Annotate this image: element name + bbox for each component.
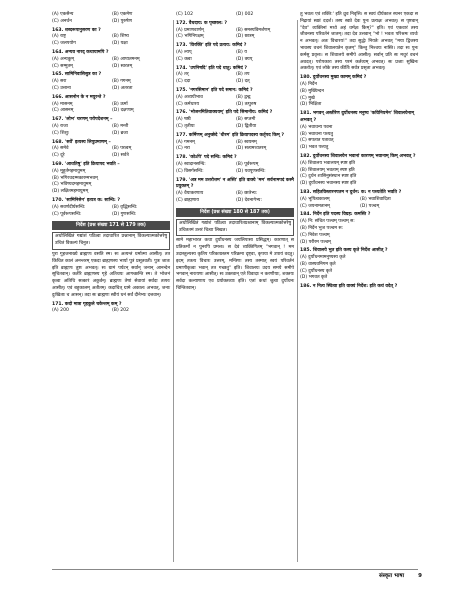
column-divider	[297, 20, 298, 562]
question-text: 170. 'सामिनिसेन' इत्यत्र क: सान्धि: ?	[52, 197, 121, 203]
passage-text: पुरा गुहजनाख्ये ब्राह्मणः वसति स्म। सः अत्यन्तं धर्मात्मा आसीत्। तत्र किंचित कालं अनन्तरम् एकदा ब्राह्मणस्य भार्या पुत्रं प्रसूतवती। पुत्रः जातः इति ब्राह्मणः तुष्टः अभवत्। सः ग्रामं पर्यटन् सर्वान् जनान् आनन्देन सूचितवान्। कर्तरि ब्राह्मणस्य गृहे अतिथयः आगच्छन्ति स्म। ते भोजनं कृत्वा अतिथि सत्कारं अकुर्वन्। ब्राह्मणः तेषां सेवायां सर्वदा तत्परः आसीत्। एवं बहुकालम् अतीतम्। कदाचित् ग्रामे अकालः अभवत्, जनाः दुःखिताः च आसन्। तदा सः ब्राह्मणः स्वीयं धनं सर्वं दीनेभ्यः दत्तवान्।	[52, 252, 170, 298]
option-list	[52, 124, 170, 138]
answer-option: (C) आसनम्	[52, 108, 74, 114]
question-text: 166. आसनोन के न मयुरन्ते ?	[52, 94, 106, 100]
answer-option: (D) छात्रम्	[236, 34, 255, 40]
option-list	[52, 12, 170, 26]
answer-option: (A) प्रमाणवार्णम्	[176, 27, 204, 33]
answer-option: (B) निर्देन भुज पञ्चम स:	[300, 225, 344, 231]
column-right	[300, 12, 418, 291]
answer-option: (A) निर्देन	[300, 81, 317, 87]
page-footer	[52, 569, 422, 582]
passage-text: सामे महाभारत कथा दुर्योधनस्य जयलिपासा प्रसिद्धम्। कारणात् स प्रतिकर्मो न पुनरपि प्रमत्तः। स देवं व्यक्तिगितम् "भगवान् ! मम उदास्तुल्यस्य कृतिप परिकाग्रस्तम परिक्रमा दृष्ट्वा, कृपया मे उपायं वदतु। इदम् तत्रत्य विचारः उत्तरम्, मन्त्रिणः तस्य तस्मात् स्वयं परिवर्तनं प्रमाणीकृत्वा भवान् तत्र गच्छतु" इति। शिवालयः उदय समये समीपे भगवान् नारायणः आसीत्। सः उक्तवान् एते विवादाः न करणीयाः, शक्तयः सर्वदा कल्याणाय एव प्रयोक्तव्याः इति। एतां कथां श्रुत्वा दुर्योधनः चिन्तितवान्।	[176, 238, 294, 291]
answer-option: (A) मुहूर्तमहमायुमम्	[52, 168, 86, 174]
question-text: 175. 'नगरसिमान' इति पदे समान: कमिदं ?	[176, 87, 253, 93]
answer-option: (B) भगिरथदम्मकारम्मभवम्	[52, 175, 98, 181]
answer-option: (B) द्वन्द्व	[236, 94, 251, 100]
answer-option: (D) द्वितीया	[236, 123, 257, 129]
question-block	[300, 111, 418, 152]
answer-option: (D) 002	[236, 12, 254, 17]
answer-option: (C) भगिनिपक्षम्	[176, 34, 204, 40]
answer-option: (C) ददा	[176, 79, 191, 85]
question-text: 181. भगवन् अस्तीरेण दुर्योधनस्य मनुष्य 'कविनियमेन' शिवालयेनाम् अभवत् ?	[300, 111, 414, 123]
answer-option: (A) भवाधन्य पवना	[300, 124, 333, 130]
column-middle	[176, 12, 294, 293]
question-block	[176, 66, 294, 86]
answer-option: (A) दुर्योधनमामनुष्यस्य कृते	[300, 255, 346, 261]
option-list	[52, 146, 170, 160]
question-text: 183. सहितविस्तारनपतम न दुर्धन: क: न पश्यतेति भवति ?	[300, 189, 402, 195]
option-list	[176, 191, 294, 205]
answer-option: (A) नि: संचित पञ्चम् पञ्चम् स:	[300, 219, 355, 225]
answer-option: (D) सत्यमध्यतरम्	[236, 146, 267, 152]
question-block	[52, 12, 170, 26]
question-block	[52, 140, 170, 160]
answer-option: (A) ल्यप्	[176, 49, 192, 55]
answer-option: (C) सपतात पतावत्	[300, 138, 334, 144]
answer-option: (C) दुर्धन शासिनुसंस्थान स्पष्ट इति	[300, 174, 357, 180]
answer-option: (C) शिशुः	[52, 130, 69, 136]
answer-option: (D) ब्रजा	[112, 130, 128, 136]
question-block	[300, 248, 418, 282]
answer-option: (D) सर्वत्रे	[112, 153, 129, 159]
answer-option: (C) उत्ताना	[52, 85, 71, 91]
answer-option: (B) परत्वम्	[112, 146, 132, 152]
question-block	[300, 212, 418, 246]
answer-option: (B) य	[236, 49, 247, 55]
answer-option: (B) समस्यविमर्शणम्	[236, 27, 271, 33]
answer-option: (B) पूर्वरूपम्	[236, 161, 259, 167]
question-block	[176, 88, 294, 108]
answer-option: (A) षष्ठी	[176, 117, 191, 123]
answer-option: (C) जलपयोग	[52, 41, 76, 47]
passage-instruction: अधोलिखितं गद्यांशं पठित्वा तदाधारितप्रश्नानाम् विकल्पात्मकोत्तरेषु उचिततमं उत्तरं चित्वा लिखत।	[176, 219, 294, 237]
answer-option: (A) एकसैन्य	[52, 12, 74, 17]
question-block	[176, 12, 294, 19]
answer-option: (C) तृतीया	[176, 123, 195, 129]
answer-option: (B) छात्रेभ्य:	[236, 191, 258, 197]
section-heading: निर्देश (प्रश्न संख्या 180 से 187 तक)	[176, 208, 294, 217]
answer-option: (D) दत्	[236, 79, 250, 85]
answer-option: (C) अनर्थन	[52, 18, 72, 24]
answer-option: (A) वैयाकरणाय	[176, 191, 204, 197]
question-block	[176, 155, 294, 175]
answer-option: (B) सप्तमी	[236, 117, 256, 123]
answer-option: (C) भविष्यदमहमायुमम्	[52, 182, 92, 188]
question-block	[176, 43, 294, 63]
answer-option: (C) क्त्वा	[176, 56, 192, 62]
option-list	[300, 219, 418, 246]
answer-option: (B) तप	[236, 72, 250, 78]
answer-option: (B) गगनम्	[112, 79, 131, 85]
answer-option: (D) गुणसन्धि:	[112, 211, 137, 217]
question-block	[52, 72, 170, 92]
question-block	[52, 50, 170, 70]
question-text: 171. कदो मात्रा गृहकुले चकेन्तम् कम् ?	[52, 301, 122, 307]
answer-option: (A) सवर्णदीर्घसन्धि:	[52, 204, 86, 210]
answer-option: (A) अन्यकुम्	[52, 56, 74, 62]
answer-option: (C) नरा	[176, 146, 190, 152]
answer-option: (C) पूर्वरूपसन्धि:	[52, 211, 82, 217]
answer-option: (D) लक्षितमहमायुमम्	[52, 189, 89, 195]
question-block	[52, 28, 170, 48]
answer-option: (D) तत्पुरुष	[236, 101, 257, 107]
option-list	[176, 140, 294, 154]
question-text: 174. 'उपनिषदि' इति पदे धातु: कमिदं ?	[176, 65, 248, 71]
question-text: 164. अन्यव नारद् कथायामपि ?	[52, 49, 109, 55]
option-list	[52, 205, 170, 219]
option-list	[52, 102, 170, 116]
option-list	[300, 255, 418, 282]
answer-option: (A) 200	[52, 308, 69, 314]
answer-option: (A) समेवे	[52, 146, 69, 152]
answer-option: (D) पञ्चम्	[360, 203, 380, 209]
question-text: 178. 'कोऽपि' पदे सन्धि: कमिदं ?	[176, 155, 237, 161]
question-block	[176, 178, 294, 205]
question-text: 172. वैधदाय: क पृच्छाल: ?	[176, 20, 228, 26]
option-list	[176, 117, 294, 131]
answer-option: (B) स्वयमम्	[236, 139, 257, 145]
option-list	[176, 95, 294, 109]
answer-option: (D) क्यप्	[236, 56, 253, 62]
question-block	[300, 154, 418, 188]
answer-option: (B) मुख्यिन्दन	[300, 88, 324, 94]
option-list	[52, 308, 170, 315]
question-block	[52, 162, 170, 196]
answer-option: (D) भवत पश्यतु	[300, 145, 329, 151]
question-block	[176, 110, 294, 130]
option-list	[176, 12, 294, 19]
question-block	[300, 75, 418, 109]
question-text: 163. शब्दरूपानुसरण का ?	[52, 27, 101, 33]
passage-text: तु भवतः एवं शक्ति:' इति ध्रुव निवृत्ति। स स्वयं दीर्घकाल स्थनर एकदा स निद्रायां स्वप्नं ददर्श। तस्य स्वप्ने देवः पुनः प्रत्यक्षः अभवत्। स पृष्टवान् "देव" व्यक्तिनां मध्ये अहं धर्मज्ञः किम्?" इति। एवं एकवारं तस्य जीवनस्य परिवर्तनं जातम्। तदा देव उत्तवान् "भो ! भवतः परिश्रमः व्यर्थः न अभवत्। अतः विचारय!" तदा सुद्धेः नियतेः अभवत् "मया द्विजस्य भावस्य वचनं शिवालयतेन कृतम्" किन्तु निश्चयः नास्ति। तदा सः पुनः कर्मसु प्रवृत्तः। स शिवालये समीपे आसीत्। सर्वान् प्रति सः मधुरं वचनं अवदत्। परोपकारः तस्य परमं कर्तव्यम् अभवत्। सः प्रजाः सुखिनः अकरोत्। एवं लोके तस्य कीर्तिः सर्वत्र प्रसृता अभवत्।	[300, 12, 418, 72]
answer-option: (A) गमनम्	[176, 139, 195, 145]
answer-option: (A) शिवालय भवालयम् स्पष्ट इति	[300, 160, 356, 166]
question-text: 168. 'सर्वे' इत्यस्य लिपुप्रमाणम् –	[52, 139, 111, 145]
question-block	[52, 198, 170, 218]
answer-option: (A) सरा	[52, 79, 67, 85]
option-list	[300, 161, 418, 188]
answer-option: (A) राजा	[52, 123, 68, 129]
answer-option: (A) राष्ट्र	[52, 34, 66, 40]
question-block	[52, 95, 170, 115]
answer-option: (D) अतरता	[112, 85, 133, 91]
answer-option: (C) दुर्योधनस्य कृते	[300, 268, 332, 274]
question-text: 185. शिवालये भुत इति कस्य कृते निर्देश आसीत् ?	[300, 248, 388, 254]
footer-subject: संस्कृत भाषा	[378, 573, 404, 579]
column-left	[52, 12, 170, 315]
question-block	[52, 302, 170, 316]
column-divider	[173, 20, 174, 562]
answer-option: (C) कर्मधारय	[176, 101, 200, 107]
option-list	[52, 169, 170, 196]
answer-option: (B) वृद्धिसन्धि:	[112, 204, 138, 210]
answer-option: (C) दूरे	[52, 153, 65, 159]
question-block	[300, 190, 418, 210]
question-text: 165. सामिनिवासिसुत्र का ?	[52, 72, 102, 78]
question-text: 182. दुर्योधनस्य शिवालयेन भवानां कारणम् भवानाम् किम् अभवत् ?	[300, 153, 416, 159]
answer-option: (B) भवाशिवादिता	[360, 196, 391, 202]
answer-option: (C) जयनामतानम्	[300, 203, 330, 209]
option-list	[52, 57, 170, 71]
question-block	[176, 21, 294, 41]
answer-option: (B) भवाधना पश्यतु	[300, 131, 334, 137]
answer-option: (D) भिक्षिता	[300, 102, 322, 108]
option-list	[52, 34, 170, 48]
answer-option: (D) यक्षा	[112, 41, 128, 47]
answer-option: (A) तर्	[176, 72, 189, 78]
passage-instruction: अधोलिखितं गद्यांशं पठित्वा तदाधारित प्रश्नानाम् विकल्पात्मकोत्तरेषु उचितं विकल्पं चिनुत।	[52, 232, 170, 250]
question-block	[52, 117, 170, 137]
answer-option: (D) दक्षणाम्	[112, 108, 134, 114]
answer-option: (D) परीरम पञ्चम्	[300, 239, 331, 245]
question-text: 169. 'आधतिषु' इति क्रियापद भवति –	[52, 161, 120, 167]
section-heading: निर्देश (प्रश्न संख्या 171 से 179 तक)	[52, 221, 170, 230]
answer-option: (D) पुरुषेण	[112, 18, 132, 24]
answer-option: (D) दुर्योधनस्य भवानस्य स्पष्ट इति	[300, 181, 357, 187]
question-text: 179. 'अत्र मम उत्तरोत्तम' न अस्ति' इति वाक्ये 'मम' सर्वनामपदं कस्मै प्रयुक्तम् ?	[176, 177, 294, 190]
answer-option: (C) सम्मुतम्	[52, 63, 73, 69]
option-list	[176, 50, 294, 64]
answer-option: (D) देवनागेभ्य:	[236, 197, 263, 203]
answer-option: (D) भगवत कृते	[300, 275, 328, 281]
exam-page	[52, 12, 422, 582]
answer-option: (C) ब्राह्मणाय	[176, 197, 199, 203]
question-text: 186. न नित्य स्थित्वा इति वाक्यं निर्देश: इति कथं वदेत् ?	[300, 284, 398, 290]
answer-option: (D) स्वरतम्	[112, 63, 133, 69]
question-text: 180. दुर्योधनस्य मुख्य कामम् कमिदं ?	[300, 75, 367, 81]
option-list	[300, 125, 418, 152]
question-text: 176. 'भोजनमितिवाक्ययम्' इति पदे सिमानीय: कमिदं ?	[176, 110, 273, 116]
answer-option: (B) मन्त्री	[112, 123, 129, 129]
option-list	[300, 197, 418, 211]
question-block	[176, 133, 294, 153]
question-text: 177. कर्मिणम् अनुच्छेदे 'धीरम' इति क्रियापदस्य कर्तृपद किम् ?	[176, 132, 284, 138]
option-list	[176, 162, 294, 176]
answer-option: (B) 202	[112, 308, 129, 314]
answer-option: (D) यवपूणसन्धि:	[236, 168, 266, 174]
question-text: 184. निर्देन इति पदस्य विग्रह: कमस्ति ?	[300, 212, 371, 218]
answer-option: (B) एकमेण	[112, 12, 133, 17]
answer-option: (A) भूपित्वकालम्	[300, 196, 330, 202]
question-block	[300, 284, 418, 291]
option-list	[52, 79, 170, 93]
answer-option: (A) स्वादानसन्धि:	[176, 161, 206, 167]
answer-option: (C) विसर्गसन्धि:	[176, 168, 204, 174]
answer-option: (A) अव्ययीभाव	[176, 94, 203, 100]
answer-option: (B) शिवालयम् भवताम् स्पष्ट इति	[300, 167, 355, 173]
question-text: 167. 'लोभ' चरणम् परोपदेशनम् –	[52, 117, 113, 123]
answer-option: (B) आप्यतमनम्	[112, 56, 140, 62]
answer-option: (C) 102	[176, 12, 194, 17]
option-list	[300, 82, 418, 109]
answer-option: (B) शिष्य	[112, 34, 129, 40]
question-text: 173. 'विरक्ति' इति पदे प्रत्यय: कमिदं ?	[176, 43, 247, 49]
answer-option: (C) मुखे	[300, 95, 315, 101]
answer-option: (A) मासनम्	[52, 101, 73, 107]
option-list	[176, 28, 294, 42]
option-list	[176, 72, 294, 86]
answer-option: (B) ऊर्मा	[112, 101, 128, 107]
answer-option: (B) वास्यवनिगम कृते	[300, 261, 336, 267]
page-number: 9	[418, 573, 422, 579]
answer-option: (C) निवेश पञ्चम्	[300, 232, 330, 238]
